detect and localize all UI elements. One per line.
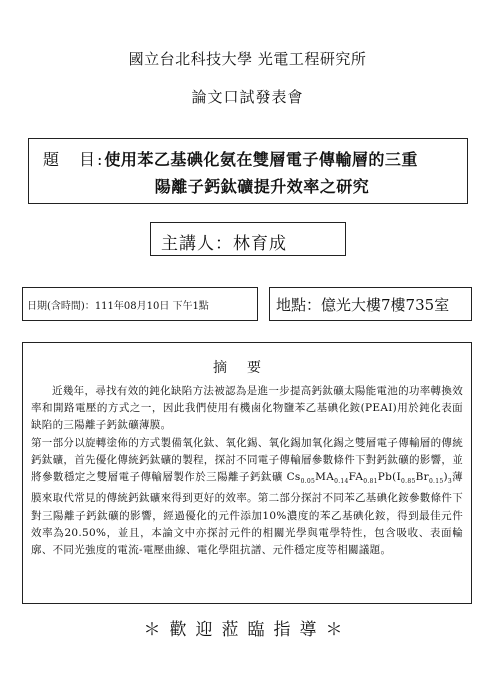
abstract-paragraph-2-end: 薄膜來取代常見的傳統鈣鈦礦來得到更好的效率。第二部分探討不同苯乙基碘化銨參數條件下對三陽離子鈣鈦礦的影響，經過優化的元件添加10%濃度的苯乙基碘化銨，得到最佳元件效率為20.50%，並且，本論文中亦探討元件的相關光學與電學特性，包含吸收、表面輪廓、不同光強度的電流-電壓曲線、電化學阻抗譜、元件穩定度等相關議題。 [31, 471, 463, 556]
location-value: 億光大樓7樓735室 [321, 296, 450, 314]
title-label: 題 目: [43, 150, 105, 169]
thesis-title-text-1: 使用苯乙基碘化氨在雙層電子傳輸層的三重 [104, 150, 418, 169]
abstract-heading: 摘要 [213, 360, 281, 376]
thesis-title-box [28, 138, 468, 204]
event-heading: 論文口試發表會 [191, 88, 304, 106]
speaker-box [150, 222, 346, 256]
abstract-paragraph-2 [31, 435, 463, 560]
institution-heading: 國立台北科技大學 光電工程研究所 [128, 50, 367, 68]
date-box [22, 287, 258, 321]
date-value: 111年08月10日 下午1點 [94, 301, 209, 312]
date-label: 日期(含時間)： [27, 301, 95, 312]
abstract-paragraph-2-start: 第一部分以旋轉塗佈的方式製備氧化鈦、氧化錫、氧化錫加氧化錫之雙層電子傳輸層的傳統鈣鈦礦，首先優化傳統鈣鈦礦的製程，探討不同電子傳輸層參數條件下對鈣鈦礦的影響，並將參數穩定之雙層電子傳輸層製作於三陽離子鈣鈦礦 [31, 436, 463, 484]
abstract-paragraph-1: 近幾年，尋找有效的鈍化缺陷方法被認為是進一步提高鈣鈦礦太陽能電池的功率轉換效率和開路電壓的方式之一，因此我們使用有機鹵化物鹽苯乙基碘化銨(PEAI)用於鈍化表面缺陷的三陽離子鈣鈦礦薄膜。 [31, 385, 463, 432]
thesis-title-line1 [43, 147, 457, 170]
location-label: 地點： [276, 296, 322, 314]
welcome-footer: ＊歡迎蒞臨指導＊ [143, 620, 352, 640]
thesis-title-text-2: 陽離子鈣鈦礦提升效率之研究 [154, 177, 370, 196]
speaker-name: 林育成 [233, 234, 287, 254]
speaker-label: 主講人： [161, 234, 233, 254]
perovskite-formula: $Cs_{0.05}MA_{0.14}FA_{0.81}Pb(I_{0.85}Br_{0.15})_3$ [286, 471, 453, 486]
abstract-box [22, 342, 472, 604]
location-box [269, 287, 472, 321]
